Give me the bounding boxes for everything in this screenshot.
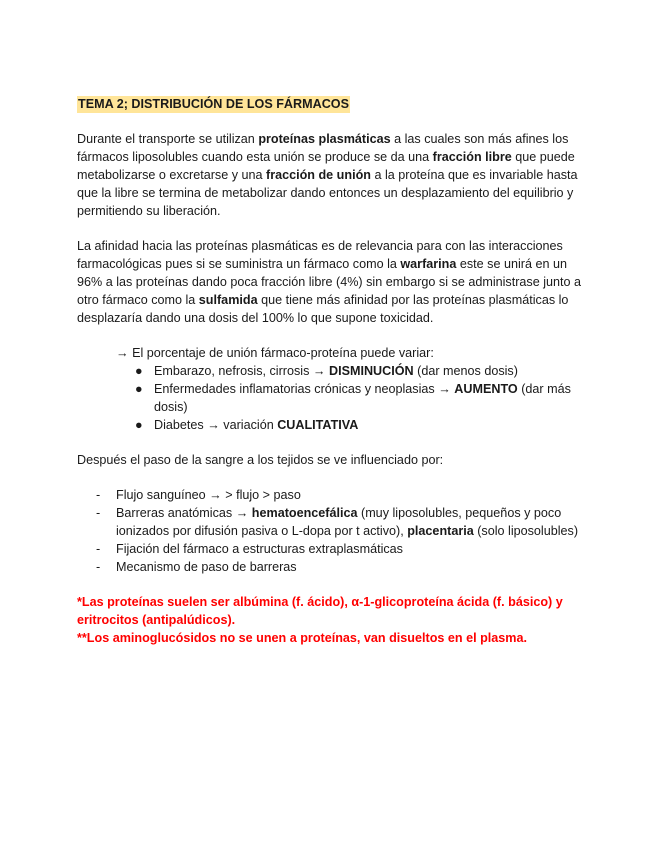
text-run: Embarazo, nefrosis, cirrosis →: [154, 364, 329, 378]
list-item: [135, 362, 587, 380]
list-item: [96, 540, 587, 558]
bold-term-blood-brain: hematoencefálica: [251, 506, 358, 520]
text-run: Flujo sanguíneo → > flujo > paso: [116, 488, 301, 502]
paragraph-affinity: [77, 237, 587, 327]
dash-icon: -: [96, 506, 101, 520]
document-page: [77, 95, 587, 647]
bold-term-bound-fraction: fracción de unión: [266, 168, 371, 182]
text-run: Mecanismo de paso de barreras: [116, 560, 297, 574]
red-notes: [77, 593, 587, 647]
list-item: [135, 380, 587, 416]
bold-term-decrease: DISMINUCIÓN: [328, 364, 414, 378]
text-run: que tiene más afinidad por las proteínas plasmáticas lo desplazaría dando una dosis del 100% lo que supone toxicidad.: [77, 293, 569, 325]
binding-variation-list: [116, 362, 587, 434]
text-run: este se unirá en un 96% a las proteínas dando poca fracción libre (4%) sin embargo si se administrase junto a otro fármaco como la: [77, 257, 582, 307]
text-run: (dar más dosis): [154, 382, 571, 414]
bold-term-sulfonamide: sulfamida: [198, 293, 258, 307]
bold-term-warfarin: warfarina: [400, 257, 457, 271]
text-run: (muy liposolubles, pequeños y poco ionizados por difusión pasiva o L-dopa por t activo),: [116, 506, 562, 538]
bold-term-free-fraction: fracción libre: [432, 150, 512, 164]
list-item: [96, 504, 587, 540]
list-item: [96, 558, 587, 576]
bullet-icon: ●: [135, 364, 143, 378]
bullet-icon: ●: [135, 418, 143, 432]
note-aminoglycosides: **Los aminoglucósidos no se unen a proteínas, van disueltos en el plasma.: [77, 631, 527, 645]
note-plasma-proteins: *Las proteínas suelen ser albúmina (f. ácido), α-1-glicoproteína ácida (f. básico) y eritrocitos (antipalúdicos).: [77, 595, 563, 627]
dash-icon: -: [96, 488, 101, 502]
dash-icon: -: [96, 560, 101, 574]
text-run: a las cuales son más afines los fármacos liposolubles cuando esta unión se produce se da una: [77, 132, 569, 164]
bold-term-plasma-proteins: proteínas plasmáticas: [258, 132, 391, 146]
text-run: Durante el transporte se utilizan: [77, 132, 259, 146]
text-run: que puede metabolizarse o excretarse y una: [77, 150, 575, 182]
list-item: [135, 416, 587, 434]
page-title: TEMA 2; DISTRIBUCIÓN DE LOS FÁRMACOS: [78, 97, 349, 111]
text-run: (solo liposolubles): [473, 524, 579, 538]
text-run: Diabetes → variación: [154, 418, 278, 432]
text-run: Barreras anatómicas →: [116, 506, 252, 520]
binding-variation-intro: → El porcentaje de unión fármaco-proteína puede variar:: [116, 346, 434, 360]
bold-term-placental: placentaria: [407, 524, 474, 538]
bold-term-increase: AUMENTO: [454, 382, 518, 396]
dash-icon: -: [96, 542, 101, 556]
bold-term-qualitative: CUALITATIVA: [277, 418, 359, 432]
text-run: Enfermedades inflamatorias crónicas y neoplasias →: [154, 382, 455, 396]
bullet-icon: ●: [135, 382, 143, 396]
text-run: La afinidad hacia las proteínas plasmáticas es de relevancia para con las interacciones farmacológicas pues si se suministra un fármaco como la: [77, 239, 563, 271]
tissue-distribution-intro: Después el paso de la sangre a los tejidos se ve influenciado por:: [77, 453, 444, 467]
paragraph-transport: [77, 130, 587, 220]
binding-variation-section: [77, 344, 587, 434]
text-run: Fijación del fármaco a estructuras extraplasmáticas: [116, 542, 403, 556]
text-run: (dar menos dosis): [413, 364, 518, 378]
list-item: [96, 486, 587, 504]
text-run: a la proteína que es invariable hasta que la libre se termina de metabolizar dando entonces un desplazamiento del equilibrio y permitiendo su liberación.: [77, 168, 578, 218]
tissue-factors-list: [77, 486, 587, 576]
